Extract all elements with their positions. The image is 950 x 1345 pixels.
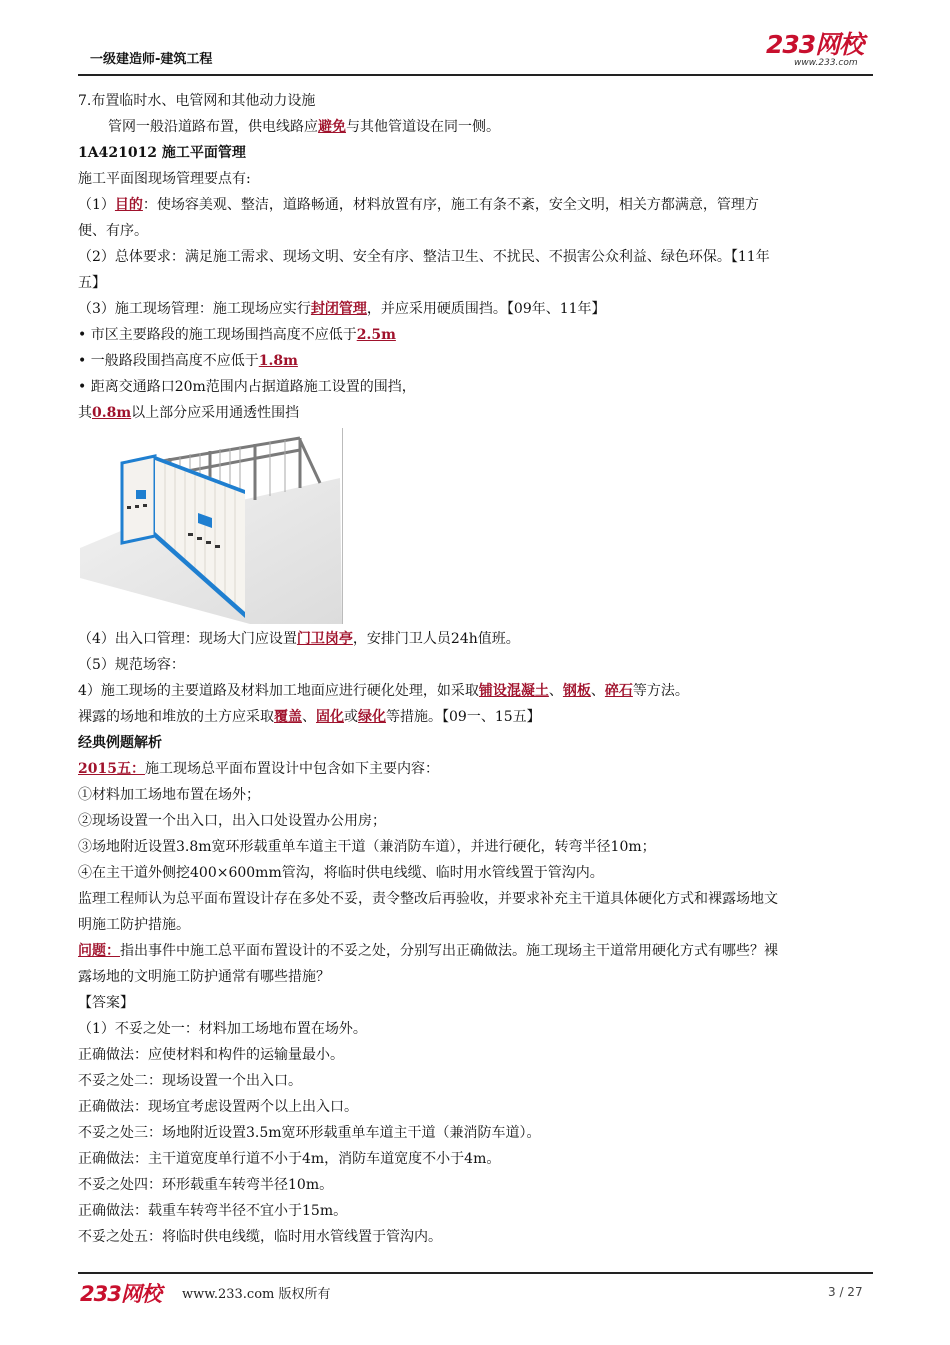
list-item: • 一般路段围挡高度不应低于1.8m: [78, 353, 298, 369]
keyword: 问题：: [78, 943, 120, 959]
paragraph: 监理工程师认为总平面布置设计存在多处不妥，责令整改后再验收，并要求补充主干道具体硬化方式和裸露场地文: [78, 891, 778, 907]
keyword: 0.8m: [92, 405, 132, 421]
answer-line: 不妥之处三：场地附近设置3.5m宽环形载重单车道主干道（兼消防车道）。: [78, 1125, 541, 1141]
image-frame-line: [342, 428, 343, 624]
paragraph: 便、有序。: [78, 223, 148, 239]
keyword: 2.5m: [356, 327, 396, 343]
paragraph: 施工平面图现场管理要点有:: [78, 171, 251, 187]
list-item: • 市区主要路段的施工现场围挡高度不应低于2.5m: [78, 327, 396, 343]
answer-heading: 【答案】: [78, 995, 134, 1011]
keyword: 避免: [318, 119, 346, 135]
paragraph: 2015五：施工现场总平面布置设计中包含如下主要内容：: [78, 761, 439, 777]
answer-line: 正确做法：现场宜考虑设置两个以上出入口。: [78, 1099, 358, 1115]
footer-copyright: www.233.com 版权所有: [182, 1287, 331, 1302]
paragraph: （1）目的：使场容美观、整洁，道路畅通，材料放置有序，施工有条不紊，安全文明，相关方都满意，管理方: [78, 197, 759, 213]
keyword: 1.8m: [258, 353, 298, 369]
section-heading: 7.布置临时水、电管网和其他动力设施: [78, 93, 316, 109]
answer-line: 正确做法：应使材料和构件的运输量最小。: [78, 1047, 344, 1063]
answer-line: 不妥之处四：环形载重车转弯半径10m。: [78, 1177, 334, 1193]
brand-logo-url: www.233.com: [794, 58, 858, 68]
keyword: 固化: [316, 709, 344, 725]
keyword: 2015五：: [78, 761, 145, 777]
paragraph: （2）总体要求：满足施工需求、现场文明、安全有序、整洁卫生、不扰民、不损害公众利益、绿色环保。【11年: [78, 249, 770, 265]
answer-line: （1）不妥之处一：材料加工场地布置在场外。: [78, 1021, 367, 1037]
keyword: 铺设混凝土: [478, 683, 549, 699]
construction-fence-image: [80, 428, 342, 624]
fence-illustration: [80, 428, 350, 624]
keyword: 封闭管理: [310, 301, 367, 317]
paragraph: 五】: [78, 275, 106, 291]
page-number: 3 / 27: [828, 1285, 863, 1299]
brand-logo-text: 233网校: [766, 30, 864, 59]
list-item: ①材料加工场地布置在场外；: [78, 787, 260, 803]
list-item: ②现场设置一个出入口，出入口处设置办公用房；: [78, 813, 386, 829]
paragraph: 裸露的场地和堆放的土方应采取覆盖、固化或绿化等措施。【09一、15五】: [78, 709, 541, 725]
keyword: 碎石: [604, 683, 633, 699]
paragraph: 其0.8m以上部分应采用通透性围挡: [78, 405, 300, 421]
footer-divider: [78, 1272, 873, 1274]
document-body: [78, 88, 873, 1250]
header-title: 一级建造师-建筑工程: [90, 52, 213, 67]
keyword: 门卫岗亭: [296, 631, 353, 647]
paragraph: （3）施工现场管理：施工现场应实行封闭管理，并应采用硬质围挡。【09年、11年】: [78, 301, 606, 317]
paragraph: （4）出入口管理：现场大门应设置门卫岗亭，安排门卫人员24h值班。: [78, 631, 520, 647]
paragraph: 4）施工现场的主要道路及材料加工地面应进行硬化处理，如采取铺设混凝土、钢板、碎石等方法。: [78, 683, 689, 699]
answer-line: 不妥之处五：将临时供电线缆，临时用水管线置于管沟内。: [78, 1229, 442, 1245]
brand-logo: [766, 32, 876, 72]
paragraph: 问题：指出事件中施工总平面布置设计的不妥之处，分别写出正确做法。施工现场主干道常用硬化方式有哪些？裸: [78, 943, 778, 959]
section-heading: 经典例题解析: [78, 735, 162, 751]
footer-logo: 233网校: [80, 1282, 161, 1306]
answer-line: 正确做法：主干道宽度单行道不小于4m，消防车道宽度不小于4m。: [78, 1151, 501, 1167]
header-divider: [78, 74, 873, 76]
list-item: ④在主干道外侧挖400×600mm管沟，将临时供电线缆、临时用水管线置于管沟内。: [78, 865, 604, 881]
keyword: 覆盖: [274, 709, 302, 725]
paragraph: 管网一般沿道路布置，供电线路应避免与其他管道设在同一侧。: [108, 119, 500, 135]
keyword: 绿化: [358, 709, 386, 725]
answer-line: 不妥之处二：现场设置一个出入口。: [78, 1073, 302, 1089]
section-heading: 1A421012 施工平面管理: [78, 145, 246, 161]
list-item: ③场地附近设置3.8m宽环形载重单车道主干道（兼消防车道），并进行硬化，转弯半径10m；: [78, 839, 656, 855]
answer-line: 正确做法：载重车转弯半径不宜小于15m。: [78, 1203, 348, 1219]
keyword: 目的: [114, 197, 143, 213]
list-item: • 距离交通路口20m范围内占据道路施工设置的围挡，: [78, 379, 416, 395]
paragraph: （5）规范场容：: [78, 657, 185, 673]
paragraph: 露场地的文明施工防护通常有哪些措施？: [78, 969, 330, 985]
paragraph: 明施工防护措施。: [78, 917, 190, 933]
keyword: 钢板: [562, 683, 591, 699]
